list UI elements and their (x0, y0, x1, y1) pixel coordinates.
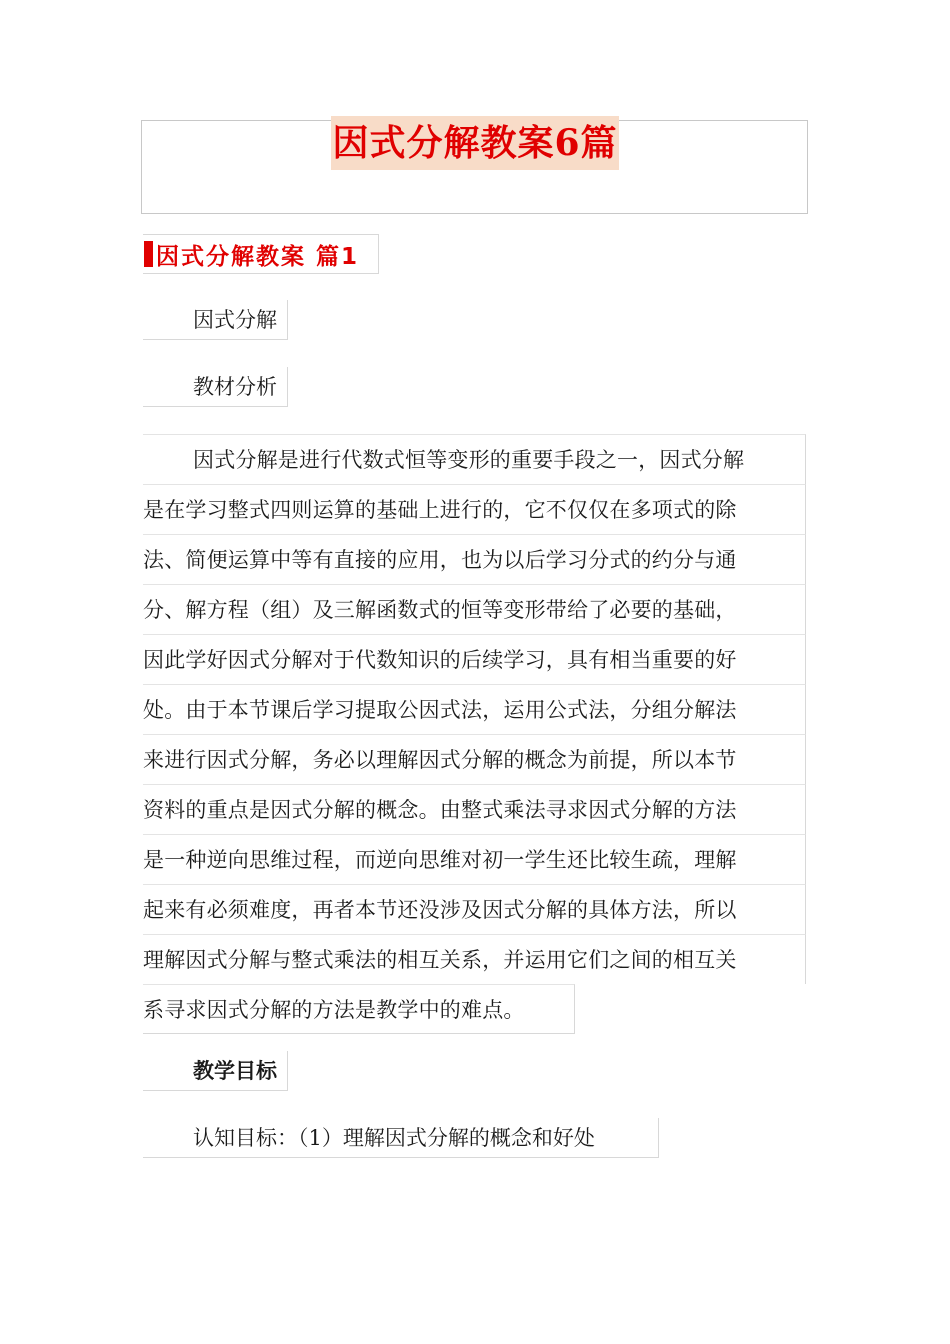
paragraph-line: 起来有必须难度，再者本节还没涉及因式分解的具体方法，所以 (143, 884, 806, 934)
section-heading: 因式分解教案 篇1 (156, 243, 360, 270)
paragraph-line: 法、简便运算中等有直接的应用，也为以后学习分式的约分与通 (143, 534, 806, 584)
paragraph-line: 因此学好因式分解对于代数知识的后续学习，具有相当重要的好 (143, 634, 806, 684)
paragraph-line: 处。由于本节课后学习提取公因式法，运用公式法，分组分解法 (143, 684, 806, 734)
paragraph-line: 系寻求因式分解的方法是教学中的难点。 (143, 984, 575, 1034)
cognitive-goal-line: 认知目标：（1）理解因式分解的概念和好处 (143, 1118, 659, 1158)
document-title: 因式分解教案6篇 (331, 116, 619, 170)
goal-heading: 教学目标 (143, 1051, 288, 1091)
section-marker (144, 241, 153, 267)
paragraph-line: 因式分解是进行代数式恒等变形的重要手段之一，因式分解 (143, 434, 806, 484)
paragraph-line: 理解因式分解与整式乘法的相互关系，并运用它们之间的相互关 (143, 934, 806, 984)
section-heading-frame (143, 234, 379, 274)
topic-line: 因式分解 (143, 300, 288, 340)
paragraph-line: 是一种逆向思维过程，而逆向思维对初一学生还比较生疏，理解 (143, 834, 806, 884)
analysis-paragraph (143, 434, 815, 1034)
analysis-heading: 教材分析 (143, 367, 288, 407)
paragraph-line: 分、解方程（组）及三解函数式的恒等变形带给了必要的基础， (143, 584, 806, 634)
paragraph-line: 来进行因式分解，务必以理解因式分解的概念为前提，所以本节 (143, 734, 806, 784)
paragraph-line: 是在学习整式四则运算的基础上进行的，它不仅仅在多项式的除 (143, 484, 806, 534)
paragraph-line: 资料的重点是因式分解的概念。由整式乘法寻求因式分解的方法 (143, 784, 806, 834)
